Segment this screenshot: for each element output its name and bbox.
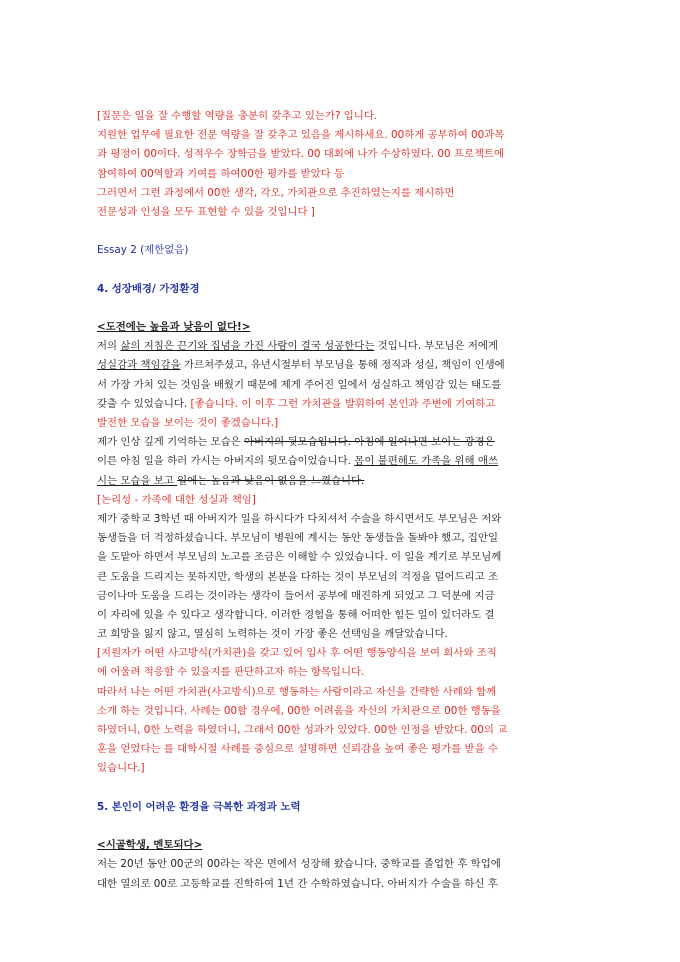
text: 코 희망을 잃지 않고, 열심히 노력하는 것이 가장 좋은 선택임을 깨달았습니다. (97, 628, 448, 641)
feedback-line: 에 어울려 적응할 수 있을지를 판단하고자 하는 항목입니다. (97, 666, 365, 679)
feedback-line: [지원자가 어떤 사고방식(가치관)을 갖고 있어 입사 후 어떤 행동양식을 보여 회사와 조직 (97, 647, 497, 660)
section-5-subtitle: <시골학생, 멘토되다> (97, 839, 203, 852)
document-page (97, 107, 585, 894)
feedback-line: 따라서 나는 어떤 가치관(사고방식)으로 행동하는 사람이라고 자신을 간략한 사례와 함께 (97, 685, 497, 698)
feedback-line: [질문은 일을 잘 수행할 역량을 충분히 갖추고 있는가? 입니다. (97, 110, 378, 122)
section-4-paragraph-1 (97, 337, 585, 433)
section-5-heading: 5. 본인이 어려운 환경을 극복한 과정과 노력 (97, 800, 301, 813)
feedback-line: 소개 하는 것입니다. 사례는 00할 경우에, 00한 어려움을 자신의 가치관으로 00한 행동을 (97, 704, 501, 717)
text: 큰 도움을 드리지는 못하지만, 학생의 본분을 다하는 것이 부모님의 걱정을 덜어드리고 조 (97, 570, 498, 583)
text: 금이나마 도움을 드리는 것이라는 생각이 들어서 공부에 매진하게 되었고 그 덕분에 지금 (97, 589, 495, 602)
text: 대한 열의로 00로 고등학교를 진학하여 1년 간 수학하였습니다. 아버지가 수술을 하신 후 (97, 877, 498, 890)
text: 을 도맡아 하면서 부모님의 노고를 조금은 이해할 수 있었습니다. 이 일을 계기로 부모님께 (97, 551, 502, 564)
underlined-text: 몸이 불편해도 가족을 위해 애쓰 (354, 455, 498, 468)
feedback-line: 그러면서 그런 과정에서 00한 생각, 각오, 가치관으로 추진하였는지를 제시하면 (97, 186, 455, 199)
text: 갖출 수 있었습니다. (97, 397, 191, 410)
text: 이른 아침 일을 하러 가시는 아버지의 뒷모습이었습니다. (97, 455, 355, 468)
feedback-line: 있습니다.] (97, 762, 145, 775)
feedback-block-2 (97, 644, 585, 778)
feedback-inline: [좋습니다. 이 이후 그런 가치관을 발휘하여 본인과 주변에 기여하고 (190, 397, 496, 410)
text: 가르쳐주셨고, 유년시절부터 부모님을 통해 정직과 성실, 책임이 인생에 (180, 359, 505, 372)
feedback-line: 전문성과 인성을 모두 표현할 수 있을 것입니다 ] (97, 205, 315, 218)
underlined-text: 시는 모습을 보고 (97, 474, 178, 487)
feedback-block-1 (97, 107, 585, 222)
strikethrough-text: 높음과 낮음이 없음을 느꼈습니다. (210, 474, 365, 487)
feedback-label: [논리성 - 가족에 대한 성실과 책임] (97, 493, 256, 506)
feedback-inline: 발전한 모습을 보이는 것이 좋겠습니다.] (97, 417, 279, 429)
section-4-paragraph-2 (97, 433, 585, 491)
underlined-text: 삶의 지침은 끈기와 집념을 가진 사람이 결국 성공한다는 (120, 340, 375, 353)
strikethrough-text: 아버지의 뒷모습입니다. 아침에 일어나면 보이는 광경은 (244, 436, 495, 449)
text: 동생들을 더 걱정하셨습니다. 부모님이 병원에 계시는 동안 동생들을 돌봐야 했고, 집안일 (97, 532, 498, 545)
feedback-line: 훈을 얻었다는 를 대학시절 사례를 중심으로 설명하면 신뢰감을 높여 좋은 평가를 받을 수 (97, 743, 498, 756)
text: 저의 (97, 340, 121, 353)
text: 제가 중학교 3학년 때 아버지가 일을 하시다가 다치셔서 수술을 하시면서도 부모님은 저와 (97, 512, 502, 525)
section-5-paragraph-1 (97, 855, 585, 893)
essay-label: Essay 2 (제한없음) (97, 244, 189, 257)
text: 저는 20년 동안 00군의 00라는 작은 면에서 성장해 왔습니다. 중학교를 졸업한 후 학업에 (97, 858, 501, 871)
feedback-line: 하였더니, 0한 노력을 하였더니, 그래서 00한 성과가 있었다. 00한 인정을 받았다. 00의 교 (97, 724, 508, 736)
section-4-subtitle: <도전에는 높음과 낮음이 없다!> (97, 321, 251, 334)
section-4-paragraph-3 (97, 510, 585, 644)
feedback-line: 지원한 업무에 필요한 전문 역량을 잘 갖추고 있음을 제시하세요. 00하게 공부하여 00과목 (97, 129, 505, 142)
strikethrough-text: 일에는 (177, 474, 211, 487)
feedback-line: 참여하여 00역할과 기여를 하여00한 평가를 받았다 등 (97, 167, 345, 180)
underlined-text: 성실감과 책임감을 (97, 359, 181, 372)
text: 제가 인상 깊게 기억하는 모습은 (97, 436, 244, 449)
feedback-line: 과 평점이 00이다. 성적우수 장학금을 받았다. 00 대회에 나가 수상하였다. 00 프로젝트에 (97, 148, 505, 161)
section-4-heading: 4. 성장배경/ 가정환경 (97, 282, 200, 295)
text: 이 자리에 있을 수 있다고 생각합니다. 이러한 경험을 통해 어떠한 힘든 일이 있더라도 결 (97, 608, 495, 621)
text: 것입니다. 부모님은 저에게 (374, 340, 498, 353)
text: 서 가장 가치 있는 것임을 배웠기 때문에 제게 주어진 일에서 성실하고 책임감 있는 태도를 (97, 378, 502, 391)
